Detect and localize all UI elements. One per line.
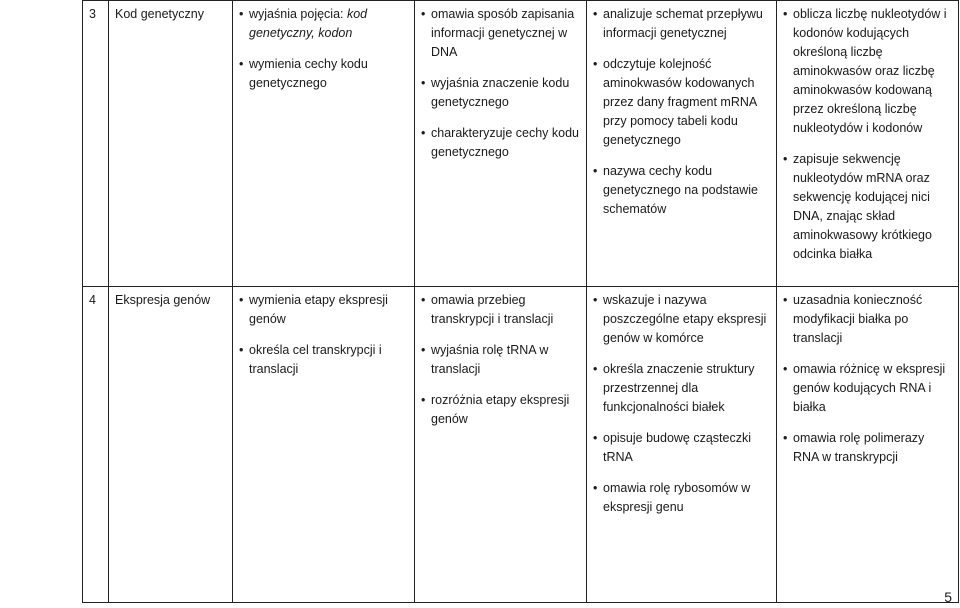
lesson-topic: Ekspresja genów [109,287,233,603]
requirements-advanced [587,287,777,603]
list-item: • wyjaśnia znaczenie kodu genetycznego [421,74,580,112]
list-item: • odczytuje kolejność aminokwasów kodowanych przez dany fragment mRNA przy pomocy tabeli kodu genetycznego [593,55,770,150]
list-item: • wskazuje i nazywa poszczególne etapy ekspresji genów w komórce [593,291,770,348]
list-item: • omawia rolę polimerazy RNA w transkrypcji [783,429,952,467]
curriculum-table [82,0,959,603]
list-item: • określa znaczenie struktury przestrzennej dla funkcjonalności białek [593,360,770,417]
requirements-extended [415,1,587,287]
list-item: • analizuje schemat przepływu informacji genetycznej [593,5,770,43]
requirements-complete [777,287,959,603]
table-row [83,1,959,287]
lesson-number: 4 [83,287,109,603]
lesson-number: 3 [83,1,109,287]
requirements-basic [233,287,415,603]
list-item: • nazywa cechy kodu genetycznego na podstawie schematów [593,162,770,219]
requirements-complete [777,1,959,287]
list-item: • rozróżnia etapy ekspresji genów [421,391,580,429]
page-number: 5 [944,589,952,605]
table-row [83,287,959,603]
list-item: • zapisuje sekwencję nukleotydów mRNA oraz sekwencję kodującej nici DNA, znając skład aminokwasowy krótkiego odcinka białka [783,150,952,264]
list-item: • omawia sposób zapisania informacji genetycznej w DNA [421,5,580,62]
list-item: • opisuje budowę cząsteczki tRNA [593,429,770,467]
requirements-extended [415,287,587,603]
requirements-basic [233,1,415,287]
list-item: • wyjaśnia rolę tRNA w translacji [421,341,580,379]
lesson-topic: Kod genetyczny [109,1,233,287]
list-item: • określa cel transkrypcji i translacji [239,341,408,379]
list-item: • wymienia cechy kodu genetycznego [239,55,408,93]
list-item: • wymienia etapy ekspresji genów [239,291,408,329]
list-item: • oblicza liczbę nukleotydów i kodonów kodujących określoną liczbę aminokwasów oraz liczbę aminokwasów kodowaną przez określoną liczbę nukleotydów i kodonów [783,5,952,138]
list-item: • wyjaśnia pojęcia: kod genetyczny, kodon [239,5,408,43]
list-item: • omawia rolę rybosomów w ekspresji genu [593,479,770,517]
list-item: • omawia różnicę w ekspresji genów kodujących RNA i białka [783,360,952,417]
list-item: • charakteryzuje cechy kodu genetycznego [421,124,580,162]
requirements-advanced [587,1,777,287]
list-item: • omawia przebieg transkrypcji i translacji [421,291,580,329]
list-item: • uzasadnia konieczność modyfikacji białka po translacji [783,291,952,348]
